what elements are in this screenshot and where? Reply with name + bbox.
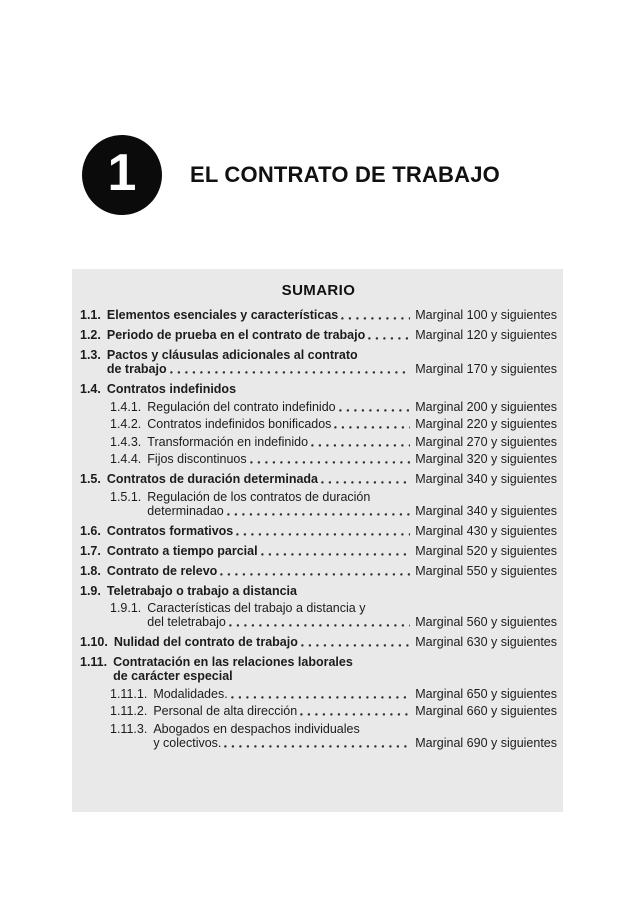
toc-line — [110, 400, 557, 414]
toc-item — [80, 400, 557, 414]
toc-item-number: 1.7. — [80, 543, 101, 558]
toc-item — [80, 328, 557, 342]
toc-line — [80, 328, 557, 342]
toc-item — [80, 435, 557, 449]
toc-item-number: 1.4. — [80, 382, 101, 396]
toc-leader-dots — [341, 317, 410, 320]
toc-item — [80, 490, 557, 518]
toc-item-marginal: Marginal 690 y siguientes — [415, 735, 557, 750]
toc-line — [110, 722, 557, 736]
toc-item — [80, 635, 557, 649]
toc-item-marginal: Marginal 220 y siguientes — [415, 417, 557, 431]
toc-item-number: 1.10. — [80, 635, 108, 649]
toc-leader-dots — [224, 745, 410, 748]
toc-item-label: del teletrabajo — [147, 615, 226, 629]
toc-leader-dots — [301, 644, 410, 647]
toc-item-number: 1.9. — [80, 583, 101, 598]
toc-item-number: 1.5. — [80, 472, 101, 486]
toc-item-label: Pactos y cláusulas adicionales al contrato — [106, 348, 358, 362]
chapter-header — [82, 135, 500, 215]
toc-item-label: Fijos discontinuos — [147, 452, 247, 466]
toc-line — [80, 564, 557, 578]
toc-item-marginal: Marginal 520 y siguientes — [415, 543, 557, 558]
toc-item-label: Elementos esenciales y características — [106, 308, 339, 322]
toc-leader-dots — [261, 553, 411, 556]
toc-item — [80, 452, 557, 466]
toc-item-marginal: Marginal 320 y siguientes — [415, 452, 557, 466]
toc-item-label: Contrato de relevo — [106, 563, 218, 578]
toc-item-marginal: Marginal 340 y siguientes — [415, 503, 557, 518]
toc-item-marginal: Marginal 200 y siguientes — [415, 399, 557, 414]
toc-line — [80, 655, 557, 669]
toc-item-marginal: Marginal 560 y siguientes — [415, 615, 557, 629]
toc-item-number: 1.4.3. — [110, 434, 142, 449]
toc-leader-dots — [220, 573, 410, 576]
toc-item-marginal: Marginal 120 y siguientes — [415, 328, 557, 342]
toc-item-label: de carácter especial — [113, 669, 233, 683]
toc-item-label: Contratos formativos — [106, 523, 234, 538]
toc-item-label: Regulación de los contratos de duración — [147, 489, 371, 504]
toc-item-label: Modalidades. — [153, 686, 228, 701]
toc-item — [80, 524, 557, 538]
toc-leader-dots — [170, 371, 411, 374]
toc-item-label: Periodo de prueba en el contrato de trabajo — [106, 328, 366, 342]
toc-line — [80, 308, 557, 322]
toc-item-marginal: Marginal 550 y siguientes — [415, 563, 557, 578]
chapter-number-badge — [82, 135, 162, 215]
toc-leader-dots — [339, 409, 411, 412]
toc-item-number: 1.11. — [80, 655, 108, 669]
toc-item-label: Regulación del contrato indefinido — [147, 399, 336, 414]
toc-item-marginal: Marginal 340 y siguientes — [415, 472, 557, 486]
toc-leader-dots — [334, 426, 410, 429]
toc-item — [80, 584, 557, 598]
toc-item-label: Personal de alta dirección — [153, 704, 298, 718]
toc-line — [80, 348, 557, 362]
toc-line — [80, 544, 557, 558]
toc-item-number: 1.3. — [80, 348, 101, 362]
toc-item-number: 1.4.4. — [110, 452, 142, 466]
toc-item — [80, 687, 557, 701]
toc-line — [110, 435, 557, 449]
toc-item-label: Nulidad del contrato de trabajo — [113, 635, 298, 649]
toc-line — [80, 669, 557, 683]
sumario-box — [72, 269, 563, 812]
toc-item-marginal: Marginal 660 y siguientes — [415, 704, 557, 718]
toc-line — [80, 635, 557, 649]
toc-line — [110, 490, 557, 504]
toc-leader-dots — [227, 513, 411, 516]
toc-item-label: Contrato a tiempo parcial — [106, 543, 258, 558]
toc-item — [80, 472, 557, 486]
toc-leader-dots — [368, 337, 410, 340]
toc-item — [80, 655, 557, 683]
toc-item-marginal: Marginal 430 y siguientes — [415, 523, 557, 538]
toc-item-number: 1.9.1. — [110, 601, 142, 615]
toc-item — [80, 722, 557, 750]
toc-item-marginal: Marginal 170 y siguientes — [415, 362, 557, 376]
toc-line — [80, 362, 557, 376]
toc-line — [110, 417, 557, 431]
toc-item-number: 1.4.1. — [110, 399, 142, 414]
toc-line — [110, 736, 557, 750]
sumario-title: SUMARIO — [281, 282, 356, 299]
toc-line — [110, 615, 557, 629]
toc-line — [110, 504, 557, 518]
toc-leader-dots — [236, 533, 410, 536]
toc-item-label: Abogados en despachos individuales — [153, 721, 360, 736]
toc-item-label: Transformación en indefinido — [147, 434, 309, 449]
toc-item-marginal: Marginal 630 y siguientes — [415, 635, 557, 649]
toc-item — [80, 348, 557, 376]
toc-item-number: 1.11.1. — [110, 686, 148, 701]
toc-item-number: 1.5.1. — [110, 489, 142, 504]
toc-item-label: Contratos indefinidos — [106, 382, 237, 396]
toc-item — [80, 544, 557, 558]
toc-item — [80, 417, 557, 431]
toc-item-label: Características del trabajo a distancia y — [147, 601, 366, 615]
chapter-number: 1 — [107, 144, 137, 202]
toc-item-label: de trabajo — [106, 362, 167, 376]
chapter-title: EL CONTRATO DE TRABAJO — [190, 162, 500, 187]
toc-item-number: 1.8. — [80, 563, 101, 578]
toc-leader-dots — [321, 481, 410, 484]
toc-line — [110, 601, 557, 615]
toc-item-number: 1.6. — [80, 523, 101, 538]
toc-item-marginal: Marginal 270 y siguientes — [415, 434, 557, 449]
toc-item — [80, 704, 557, 718]
toc-item-label: Teletrabajo o trabajo a distancia — [106, 583, 297, 598]
toc-leader-dots — [250, 461, 411, 464]
toc-line — [80, 584, 557, 598]
toc-line — [80, 524, 557, 538]
toc-leader-dots — [231, 696, 411, 699]
toc-item-number: 1.1. — [80, 308, 101, 322]
toc-item-label: determinadao — [147, 503, 224, 518]
toc-line — [110, 704, 557, 718]
toc-line — [80, 382, 557, 396]
toc-item-label: Contratos indefinidos bonificados — [147, 417, 332, 431]
toc-item-marginal: Marginal 100 y siguientes — [415, 308, 557, 322]
toc-item — [80, 601, 557, 629]
toc-item-number: 1.11.3. — [110, 721, 148, 736]
toc-item — [80, 308, 557, 322]
toc-item-number: 1.11.2. — [110, 704, 148, 718]
toc-item-marginal: Marginal 650 y siguientes — [415, 686, 557, 701]
toc-leader-dots — [300, 713, 410, 716]
toc-item-number: 1.2. — [80, 328, 101, 342]
sumario-list — [80, 308, 557, 750]
toc-line — [80, 472, 557, 486]
toc-line — [110, 452, 557, 466]
toc-item-label: y colectivos. — [153, 735, 222, 750]
toc-line — [110, 687, 557, 701]
toc-item — [80, 564, 557, 578]
toc-item — [80, 382, 557, 396]
toc-item-number: 1.4.2. — [110, 417, 142, 431]
toc-item-label: Contratos de duración determinada — [106, 472, 319, 486]
toc-item-label: Contratación en las relaciones laborales — [113, 655, 353, 669]
toc-leader-dots — [229, 624, 410, 627]
toc-leader-dots — [311, 444, 410, 447]
